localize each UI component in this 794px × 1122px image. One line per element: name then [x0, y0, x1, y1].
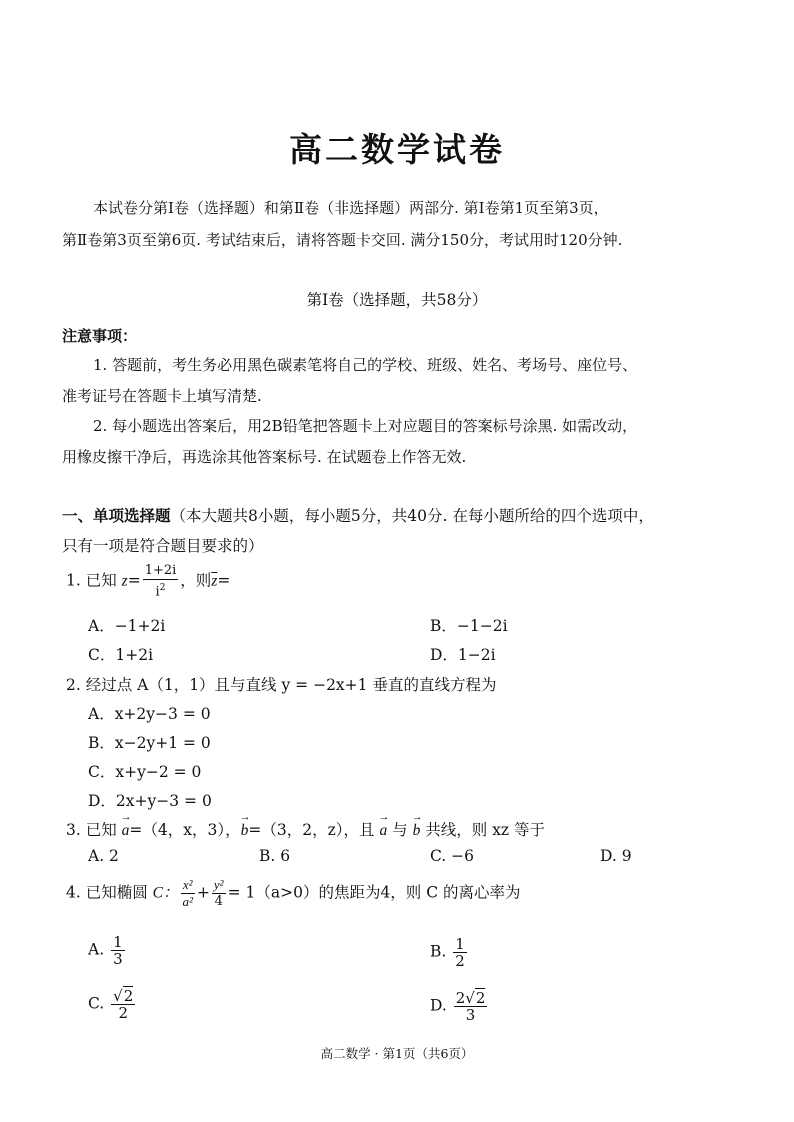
q3-vector-a: → a — [122, 822, 130, 840]
note-2-line-2: 用橡皮擦干净后，再选涂其他答案标号. 在试题卷上作答无效. — [62, 448, 467, 466]
q1-eq: = — [127, 571, 141, 590]
note-1-line-1: 1. 答题前，考生务必用黑色碳素笔将自己的学校、班级、姓名、考场号、座位号、 — [93, 356, 638, 374]
intro-line-1: 本试卷分第Ⅰ卷（选择题）和第Ⅱ卷（非选择题）两部分. 第Ⅰ卷第1页至第3页， — [93, 199, 609, 217]
q3-vector-b-2: → b — [413, 822, 421, 840]
q1-prefix: 1. 已知 — [66, 571, 117, 590]
q4-c: C： — [152, 884, 179, 902]
q1-zbar: $\overline{z}$ — [211, 572, 218, 590]
note-1-line-2: 准考证号在答题卡上填写清楚. — [62, 387, 262, 405]
q1-option-b: B．−1−2i — [430, 617, 508, 635]
q4-option-a: A. $\frac{1}{3}$ — [88, 933, 123, 968]
q3-b-value: =（3，2，z），且 — [248, 821, 375, 839]
question-3-stem — [66, 818, 545, 840]
page-footer: 高二数学 · 第1页（共6页） — [320, 1046, 474, 1061]
q1-fraction — [143, 563, 179, 600]
exam-title: 高二数学试卷 — [289, 130, 505, 169]
q1-num: 1+2i — [144, 563, 177, 578]
q3-option-b: B. 6 — [259, 847, 291, 865]
q4-fraction-x: $\frac{\text{x²}}{\text{a²}}$ — [182, 877, 193, 909]
q3-prefix: 3. 已知 — [66, 821, 117, 839]
q2-option-d: D．2x+y−3 = 0 — [88, 792, 212, 810]
q3-option-c: C. −6 — [430, 847, 475, 865]
q1-option-a: A．−1+2i — [88, 617, 166, 635]
q3-vector-b: → b — [241, 822, 249, 840]
note-2-line-1: 2. 每小题选出答案后，用2B铅笔把答题卡上对应题目的答案标号涂黑. 如需改动， — [93, 417, 638, 435]
q1-den: $i^2$ — [155, 583, 166, 600]
section1-desc-1: （本大题共8小题，每小题5分，共40分. 在每小题所给的四个选项中， — [170, 507, 654, 525]
section1-desc-2: 只有一项是符合题目要求的） — [62, 537, 264, 555]
q1-then: ，则 — [180, 571, 212, 590]
q1-option-d: D．1−2i — [430, 646, 496, 664]
q4-option-d: D. $\frac{2√2}{3}$ — [430, 989, 486, 1024]
q1-option-c: C．1+2i — [88, 646, 154, 664]
q2-option-b: B．x−2y+1 = 0 — [88, 734, 211, 752]
q4-prefix: 4. 已知椭圆 — [66, 883, 148, 902]
q3-tail: 共线，则 xz 等于 — [425, 821, 546, 839]
q1-z: z — [121, 572, 128, 590]
q1-tail: = — [217, 571, 231, 590]
q3-option-d: D. 9 — [600, 847, 632, 865]
intro-line-2: 第Ⅱ卷第3页至第6页. 考试结束后，请将答题卡交回. 满分150分，考试用时120分钟. — [62, 231, 623, 249]
q2-option-a: A．x+2y−3 = 0 — [88, 705, 211, 723]
part1-heading: 第Ⅰ卷（选择题，共58分） — [306, 291, 488, 309]
section1-line-1 — [62, 506, 654, 526]
q4-option-c: C. $\frac{√2}{2}$ — [88, 987, 134, 1022]
q3-option-a: A. 2 — [88, 847, 119, 865]
notes-heading: 注意事项： — [62, 327, 138, 345]
q3-vector-a-2: → a — [379, 822, 387, 840]
q4-plus: + — [196, 883, 210, 902]
q4-fraction-y: $\frac{\text{y²}}{4}$ — [213, 877, 224, 909]
question-1-stem — [66, 563, 230, 600]
q4-tail: = 1（a>0）的焦距为4，则 C 的离心率为 — [227, 883, 521, 902]
question-4-stem — [66, 877, 521, 910]
q2-option-c: C．x+y−2 = 0 — [88, 763, 202, 781]
q3-a-value: =（4，x，3）， — [129, 821, 241, 839]
q3-mid: 与 — [392, 821, 408, 839]
question-2-stem: 2. 经过点 A（1，1）且与直线 y = −2x+1 垂直的直线方程为 — [66, 676, 497, 694]
section1-heading: 一、单项选择题 — [62, 506, 171, 525]
q4-option-b: B. $\frac{1}{2}$ — [430, 935, 465, 970]
